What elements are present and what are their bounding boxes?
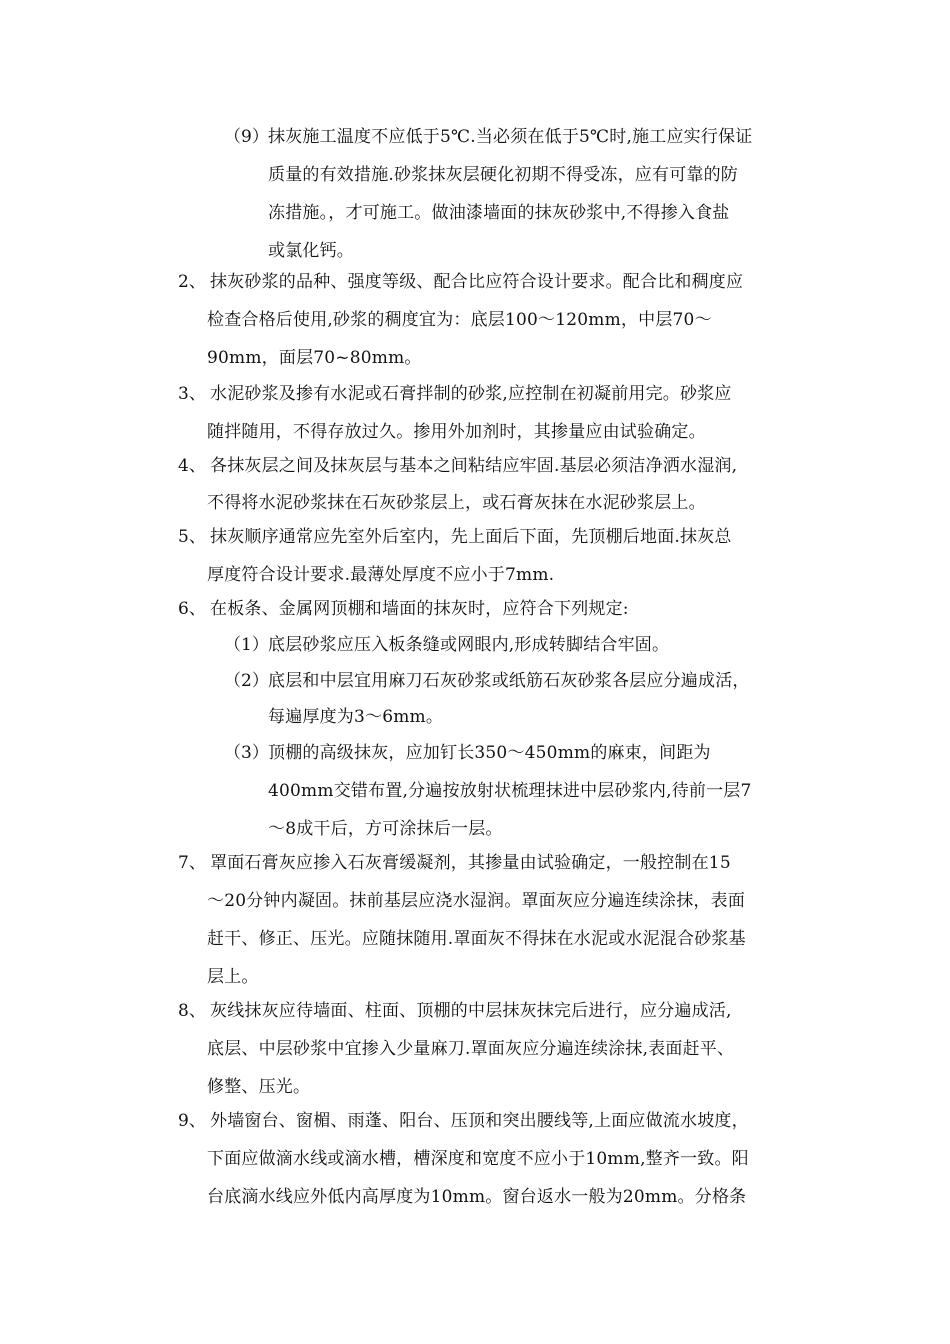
text-line: 台底滴水线应外低内高厚度为10mm。窗台返水一般为20mm。分格条 xyxy=(207,1187,747,1207)
text-line: 抹灰砂浆的品种、强度等级、配合比应符合设计要求。配合比和稠度应 xyxy=(210,272,744,292)
text-line: ～8成干后，方可涂抹后一层。 xyxy=(268,819,503,839)
text-line: 灰线抹灰应待墙面、柱面、顶棚的中层抹灰抹完后进行，应分遍成活, xyxy=(210,1001,732,1021)
list-marker: （2） xyxy=(224,671,269,691)
text-line: 抹灰顺序通常应先室外后室内，先上面后下面，先顶棚后地面.抹灰总 xyxy=(210,527,732,547)
text-line: 底层和中层宜用麻刀石灰砂浆或纸筋石灰砂浆各层应分遍成活， xyxy=(268,671,750,691)
text-line: 层上。 xyxy=(207,967,259,987)
text-line: 质量的有效措施.砂浆抹灰层硬化初期不得受冻，应有可靠的防 xyxy=(268,165,739,185)
list-marker: （1） xyxy=(224,635,269,655)
text-line: 随拌随用，不得存放过久。掺用外加剂时，其掺量应由试验确定。 xyxy=(207,422,706,442)
text-line: 冻措施。，才可施工。做油漆墙面的抹灰砂浆中,不得掺入食盐 xyxy=(268,203,730,223)
text-line: 底层砂浆应压入板条缝或网眼内,形成转脚结合牢固。 xyxy=(268,635,670,655)
text-line: 或氯化钙。 xyxy=(268,241,354,261)
list-marker: （3） xyxy=(224,743,269,763)
list-marker: （9） xyxy=(224,127,269,147)
text-line: 抹灰施工温度不应低于5℃.当必须在低于5℃时,施工应实行保证 xyxy=(268,127,753,147)
list-marker: 9、 xyxy=(178,1111,206,1131)
text-line: 400mm交错布置,分遍按放射状梳理抹进中层砂浆内,待前一层7 xyxy=(268,781,752,801)
text-line: 每遍厚度为3～6mm。 xyxy=(268,707,444,727)
text-line: 修整、压光。 xyxy=(207,1077,311,1097)
text-line: 底层、中层砂浆中宜掺入少量麻刀.罩面灰应分遍连续涂抹,表面赶平、 xyxy=(207,1039,735,1059)
text-line: ～20分钟内凝固。抹前基层应浇水湿润。罩面灰应分遍连续涂抹，表面 xyxy=(207,891,746,911)
text-line: 下面应做滴水线或滴水槽，槽深度和宽度不应小于10mm,整齐一致。阳 xyxy=(207,1149,749,1169)
text-line: 顶棚的高级抹灰，应加钉长350～450mm的麻束，间距为 xyxy=(268,743,711,763)
text-line: 外墙窗台、窗楣、雨蓬、阳台、压顶和突出腰线等,上面应做流水坡度， xyxy=(210,1111,749,1131)
text-line: 罩面石膏灰应掺入石灰膏缓凝剂，其掺量由试验确定，一般控制在15 xyxy=(210,853,731,873)
text-line: 各抹灰层之间及抹灰层与基本之间粘结应牢固.基层必须洁净洒水湿润, xyxy=(210,456,738,476)
list-marker: 6、 xyxy=(178,599,206,619)
text-line: 不得将水泥砂浆抹在石灰砂浆层上，或石膏灰抹在水泥砂浆层上。 xyxy=(207,493,706,513)
list-marker: 8、 xyxy=(178,1001,206,1021)
text-line: 检查合格后使用,砂浆的稠度宜为：底层100～120mm，中层70～ xyxy=(207,310,712,330)
text-line: 90mm，面层70~80mm。 xyxy=(207,348,422,368)
text-line: 在板条、金属网顶棚和墙面的抹灰时，应符合下列规定: xyxy=(210,599,629,619)
list-marker: 2、 xyxy=(178,272,206,292)
list-marker: 3、 xyxy=(178,384,206,404)
text-line: 水泥砂浆及掺有水泥或石膏拌制的砂浆,应控制在初凝前用完。砂浆应 xyxy=(210,384,732,404)
list-marker: 5、 xyxy=(178,527,206,547)
text-line: 厚度符合设计要求.最薄处厚度不应小于7mm. xyxy=(207,565,555,585)
text-line: 赶干、修正、压光。应随抹随用.罩面灰不得抹在水泥或水泥混合砂浆基 xyxy=(207,929,746,949)
list-marker: 7、 xyxy=(178,853,206,873)
list-marker: 4、 xyxy=(178,456,206,476)
